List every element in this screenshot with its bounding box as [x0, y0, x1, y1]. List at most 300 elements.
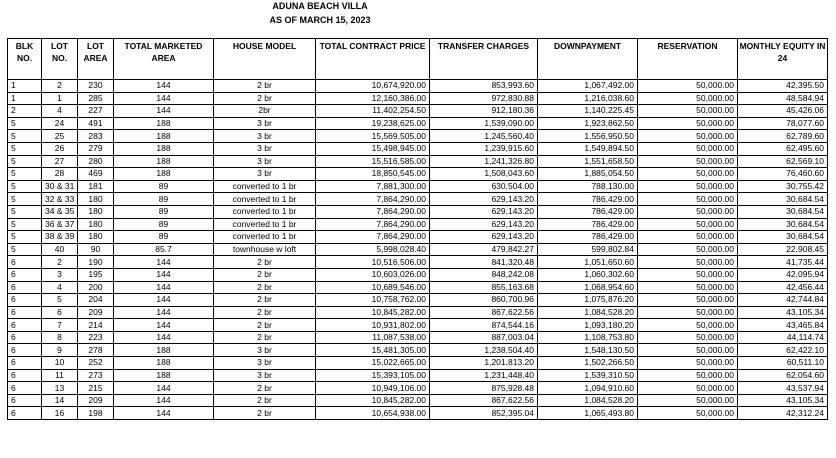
cell-transfer-charges: 1,245,560.40 — [430, 130, 538, 143]
cell-lot-area: 200 — [78, 281, 114, 294]
cell-marketed-area: 144 — [114, 306, 214, 319]
cell-contract-price: 7,864,290.00 — [316, 193, 430, 206]
cell-contract-price: 11,087,538.00 — [316, 331, 430, 344]
cell-lot: 2 — [42, 80, 78, 93]
cell-contract-price: 10,689,546.00 — [316, 281, 430, 294]
cell-downpayment: 786,429.00 — [538, 218, 638, 231]
cell-reservation: 50,000.00 — [638, 319, 738, 332]
table-row — [8, 256, 828, 269]
cell-transfer-charges: 852,395.04 — [430, 407, 538, 420]
cell-marketed-area: 188 — [114, 344, 214, 357]
cell-reservation: 50,000.00 — [638, 256, 738, 269]
cell-monthly-equity: 41,735.44 — [738, 256, 828, 269]
table-row — [8, 155, 828, 168]
cell-blk: 5 — [8, 130, 42, 143]
cell-lot: 1 — [42, 92, 78, 105]
cell-blk: 6 — [8, 268, 42, 281]
cell-lot: 4 — [42, 281, 78, 294]
cell-house-model: 3 br — [214, 168, 316, 181]
cell-lot: 6 — [42, 306, 78, 319]
cell-lot-area: 214 — [78, 319, 114, 332]
cell-reservation: 50,000.00 — [638, 193, 738, 206]
cell-lot-area: 209 — [78, 394, 114, 407]
cell-blk: 5 — [8, 142, 42, 155]
cell-marketed-area: 144 — [114, 105, 214, 118]
cell-contract-price: 10,845,282.00 — [316, 306, 430, 319]
cell-transfer-charges: 1,539,090.00 — [430, 117, 538, 130]
cell-marketed-area: 188 — [114, 369, 214, 382]
cell-lot: 4 — [42, 105, 78, 118]
cell-transfer-charges: 875,928.48 — [430, 382, 538, 395]
table-row — [8, 357, 828, 370]
cell-house-model: converted to 1 br — [214, 231, 316, 244]
cell-contract-price: 15,498,945.00 — [316, 142, 430, 155]
cell-contract-price: 5,998,028.40 — [316, 243, 430, 256]
cell-blk: 6 — [8, 294, 42, 307]
cell-downpayment: 1,093,180.20 — [538, 319, 638, 332]
table-row — [8, 344, 828, 357]
cell-marketed-area: 89 — [114, 180, 214, 193]
cell-reservation: 50,000.00 — [638, 218, 738, 231]
cell-contract-price: 12,160,386.00 — [316, 92, 430, 105]
cell-contract-price: 7,864,290.00 — [316, 205, 430, 218]
cell-contract-price: 7,864,290.00 — [316, 218, 430, 231]
cell-house-model: 2 br — [214, 407, 316, 420]
cell-house-model: 2 br — [214, 92, 316, 105]
table-row — [8, 268, 828, 281]
cell-lot: 3 — [42, 268, 78, 281]
cell-blk: 1 — [8, 92, 42, 105]
cell-marketed-area: 144 — [114, 294, 214, 307]
cell-monthly-equity: 78,077.60 — [738, 117, 828, 130]
cell-lot-area: 285 — [78, 92, 114, 105]
cell-blk: 5 — [8, 193, 42, 206]
cell-house-model: 2 br — [214, 331, 316, 344]
cell-reservation: 50,000.00 — [638, 231, 738, 244]
cell-contract-price: 18,850,545.00 — [316, 168, 430, 181]
cell-transfer-charges: 860,700.96 — [430, 294, 538, 307]
cell-house-model: 3 br — [214, 357, 316, 370]
cell-house-model: 2 br — [214, 268, 316, 281]
cell-reservation: 50,000.00 — [638, 180, 738, 193]
cell-monthly-equity: 48,584.94 — [738, 92, 828, 105]
cell-marketed-area: 89 — [114, 218, 214, 231]
cell-blk: 6 — [8, 369, 42, 382]
cell-reservation: 50,000.00 — [638, 306, 738, 319]
cell-downpayment: 1,551,658.50 — [538, 155, 638, 168]
cell-reservation: 50,000.00 — [638, 268, 738, 281]
table-row — [8, 382, 828, 395]
cell-reservation: 50,000.00 — [638, 205, 738, 218]
cell-lot-area: 280 — [78, 155, 114, 168]
table-row — [8, 105, 828, 118]
cell-downpayment: 786,429.00 — [538, 205, 638, 218]
cell-downpayment: 1,108,753.80 — [538, 331, 638, 344]
cell-house-model: 3 br — [214, 130, 316, 143]
cell-lot: 27 — [42, 155, 78, 168]
cell-contract-price: 15,022,665.00 — [316, 357, 430, 370]
cell-marketed-area: 188 — [114, 357, 214, 370]
cell-transfer-charges: 841,320.48 — [430, 256, 538, 269]
cell-monthly-equity: 42,312.24 — [738, 407, 828, 420]
cell-reservation: 50,000.00 — [638, 142, 738, 155]
cell-lot: 40 — [42, 243, 78, 256]
cell-lot: 30 & 31 — [42, 180, 78, 193]
cell-reservation: 50,000.00 — [638, 168, 738, 181]
cell-reservation: 50,000.00 — [638, 294, 738, 307]
cell-reservation: 50,000.00 — [638, 130, 738, 143]
col-header-contract-price: TOTAL CONTRACT PRICE — [316, 39, 430, 80]
cell-reservation: 50,000.00 — [638, 80, 738, 93]
table-row — [8, 369, 828, 382]
cell-contract-price: 7,881,300.00 — [316, 180, 430, 193]
cell-reservation: 50,000.00 — [638, 155, 738, 168]
cell-house-model: 2 br — [214, 281, 316, 294]
cell-downpayment: 1,067,492.00 — [538, 80, 638, 93]
table-row — [8, 394, 828, 407]
cell-downpayment: 786,429.00 — [538, 193, 638, 206]
col-header-transfer-charges: TRANSFER CHARGES — [430, 39, 538, 80]
cell-contract-price: 15,393,105.00 — [316, 369, 430, 382]
cell-monthly-equity: 43,105.34 — [738, 306, 828, 319]
table-row — [8, 331, 828, 344]
cell-monthly-equity: 42,456.44 — [738, 281, 828, 294]
cell-monthly-equity: 30,755.42 — [738, 180, 828, 193]
col-header-monthly-equity: MONTHLY EQUITY IN 24 — [738, 39, 828, 80]
table-row — [8, 117, 828, 130]
cell-house-model: 2 br — [214, 394, 316, 407]
col-header-house-model: HOUSE MODEL — [214, 39, 316, 80]
cell-house-model: 2 br — [214, 256, 316, 269]
cell-lot-area: 190 — [78, 256, 114, 269]
cell-downpayment: 1,084,528.20 — [538, 394, 638, 407]
cell-blk: 5 — [8, 168, 42, 181]
cell-contract-price: 11,402,254.50 — [316, 105, 430, 118]
cell-monthly-equity: 30,684.54 — [738, 231, 828, 244]
cell-house-model: 3 br — [214, 142, 316, 155]
cell-monthly-equity: 76,460.60 — [738, 168, 828, 181]
cell-lot: 5 — [42, 294, 78, 307]
cell-contract-price: 10,674,920.00 — [316, 80, 430, 93]
cell-transfer-charges: 629,143.20 — [430, 205, 538, 218]
cell-transfer-charges: 855,163.68 — [430, 281, 538, 294]
cell-downpayment: 599,802.84 — [538, 243, 638, 256]
cell-blk: 6 — [8, 344, 42, 357]
cell-monthly-equity: 22,908.45 — [738, 243, 828, 256]
cell-lot: 24 — [42, 117, 78, 130]
cell-lot: 28 — [42, 168, 78, 181]
cell-lot: 9 — [42, 344, 78, 357]
cell-monthly-equity: 43,105.34 — [738, 394, 828, 407]
cell-lot: 36 & 37 — [42, 218, 78, 231]
cell-marketed-area: 188 — [114, 168, 214, 181]
cell-reservation: 50,000.00 — [638, 117, 738, 130]
cell-blk: 5 — [8, 231, 42, 244]
cell-downpayment: 1,084,528.20 — [538, 306, 638, 319]
cell-downpayment: 1,923,862.50 — [538, 117, 638, 130]
cell-marketed-area: 144 — [114, 281, 214, 294]
cell-marketed-area: 188 — [114, 130, 214, 143]
cell-blk: 5 — [8, 218, 42, 231]
cell-lot-area: 195 — [78, 268, 114, 281]
cell-lot-area: 273 — [78, 369, 114, 382]
cell-reservation: 50,000.00 — [638, 357, 738, 370]
cell-lot: 16 — [42, 407, 78, 420]
cell-downpayment: 1,556,950.50 — [538, 130, 638, 143]
cell-blk: 6 — [8, 382, 42, 395]
cell-monthly-equity: 62,495.60 — [738, 142, 828, 155]
cell-house-model: converted to 1 br — [214, 180, 316, 193]
cell-house-model: converted to 1 br — [214, 205, 316, 218]
cell-transfer-charges: 887,003.04 — [430, 331, 538, 344]
cell-monthly-equity: 44,114.74 — [738, 331, 828, 344]
cell-marketed-area: 144 — [114, 331, 214, 344]
cell-reservation: 50,000.00 — [638, 369, 738, 382]
cell-transfer-charges: 972,830.88 — [430, 92, 538, 105]
table-row — [8, 281, 828, 294]
cell-lot-area: 283 — [78, 130, 114, 143]
cell-lot-area: 252 — [78, 357, 114, 370]
table-row — [8, 294, 828, 307]
cell-reservation: 50,000.00 — [638, 382, 738, 395]
cell-transfer-charges: 630,504.00 — [430, 180, 538, 193]
table-row — [8, 193, 828, 206]
cell-contract-price: 10,603,026.00 — [316, 268, 430, 281]
cell-monthly-equity: 30,684.54 — [738, 193, 828, 206]
cell-lot-area: 180 — [78, 193, 114, 206]
cell-contract-price: 19,238,625.00 — [316, 117, 430, 130]
cell-lot-area: 469 — [78, 168, 114, 181]
cell-marketed-area: 144 — [114, 80, 214, 93]
cell-downpayment: 1,549,894.50 — [538, 142, 638, 155]
cell-transfer-charges: 867,622.56 — [430, 306, 538, 319]
col-header-downpayment: DOWNPAYMENT — [538, 39, 638, 80]
cell-blk: 2 — [8, 105, 42, 118]
cell-house-model: 3 br — [214, 155, 316, 168]
cell-transfer-charges: 1,231,448.40 — [430, 369, 538, 382]
cell-contract-price: 10,931,802.00 — [316, 319, 430, 332]
cell-house-model: 3 br — [214, 344, 316, 357]
cell-lot-area: 279 — [78, 142, 114, 155]
cell-reservation: 50,000.00 — [638, 394, 738, 407]
cell-lot: 26 — [42, 142, 78, 155]
col-header-marketed-area: TOTAL MARKETED AREA — [114, 39, 214, 80]
cell-transfer-charges: 1,239,915.60 — [430, 142, 538, 155]
cell-transfer-charges: 479,842.27 — [430, 243, 538, 256]
cell-downpayment: 1,065,493.80 — [538, 407, 638, 420]
cell-transfer-charges: 867,622.56 — [430, 394, 538, 407]
cell-lot-area: 209 — [78, 306, 114, 319]
cell-lot-area: 491 — [78, 117, 114, 130]
cell-marketed-area: 144 — [114, 382, 214, 395]
cell-transfer-charges: 1,238,504.40 — [430, 344, 538, 357]
cell-lot-area: 227 — [78, 105, 114, 118]
cell-contract-price: 10,949,106.00 — [316, 382, 430, 395]
cell-house-model: converted to 1 br — [214, 218, 316, 231]
cell-contract-price: 10,654,938.00 — [316, 407, 430, 420]
cell-contract-price: 15,481,305.00 — [316, 344, 430, 357]
cell-marketed-area: 144 — [114, 92, 214, 105]
cell-reservation: 50,000.00 — [638, 243, 738, 256]
table-row — [8, 319, 828, 332]
cell-lot: 14 — [42, 394, 78, 407]
price-list-table — [7, 38, 828, 420]
cell-transfer-charges: 1,241,326.80 — [430, 155, 538, 168]
cell-downpayment: 1,502,266.50 — [538, 357, 638, 370]
cell-transfer-charges: 912,180.36 — [430, 105, 538, 118]
cell-monthly-equity: 42,095.94 — [738, 268, 828, 281]
cell-blk: 6 — [8, 331, 42, 344]
table-row — [8, 130, 828, 143]
cell-contract-price: 15,569,505.00 — [316, 130, 430, 143]
table-row — [8, 407, 828, 420]
cell-reservation: 50,000.00 — [638, 407, 738, 420]
cell-lot-area: 204 — [78, 294, 114, 307]
cell-downpayment: 1,140,225.45 — [538, 105, 638, 118]
cell-lot-area: 223 — [78, 331, 114, 344]
table-row — [8, 180, 828, 193]
cell-monthly-equity: 43,465.84 — [738, 319, 828, 332]
cell-lot-area: 180 — [78, 218, 114, 231]
cell-monthly-equity: 43,537.94 — [738, 382, 828, 395]
cell-transfer-charges: 1,508,043.60 — [430, 168, 538, 181]
cell-lot-area: 198 — [78, 407, 114, 420]
cell-downpayment: 788,130.00 — [538, 180, 638, 193]
cell-lot: 38 & 39 — [42, 231, 78, 244]
cell-lot-area: 215 — [78, 382, 114, 395]
cell-marketed-area: 144 — [114, 407, 214, 420]
cell-transfer-charges: 853,993.60 — [430, 80, 538, 93]
cell-house-model: 2 br — [214, 382, 316, 395]
cell-lot-area: 90 — [78, 243, 114, 256]
cell-blk: 6 — [8, 319, 42, 332]
cell-marketed-area: 188 — [114, 142, 214, 155]
cell-marketed-area: 144 — [114, 268, 214, 281]
cell-downpayment: 1,885,054.50 — [538, 168, 638, 181]
cell-house-model: 3 br — [214, 117, 316, 130]
cell-contract-price: 7,864,290.00 — [316, 231, 430, 244]
cell-reservation: 50,000.00 — [638, 281, 738, 294]
cell-lot-area: 180 — [78, 205, 114, 218]
cell-transfer-charges: 848,242.08 — [430, 268, 538, 281]
cell-downpayment: 786,429.00 — [538, 231, 638, 244]
cell-marketed-area: 89 — [114, 231, 214, 244]
cell-house-model: 2 br — [214, 306, 316, 319]
cell-downpayment: 1,068,954.60 — [538, 281, 638, 294]
cell-downpayment: 1,548,130.50 — [538, 344, 638, 357]
cell-contract-price: 10,516,506.00 — [316, 256, 430, 269]
table-row — [8, 231, 828, 244]
cell-marketed-area: 85.7 — [114, 243, 214, 256]
cell-blk: 6 — [8, 306, 42, 319]
cell-reservation: 50,000.00 — [638, 331, 738, 344]
cell-transfer-charges: 629,143.20 — [430, 193, 538, 206]
cell-marketed-area: 144 — [114, 256, 214, 269]
cell-downpayment: 1,094,910.60 — [538, 382, 638, 395]
cell-lot: 25 — [42, 130, 78, 143]
cell-lot-area: 181 — [78, 180, 114, 193]
cell-monthly-equity: 62,422.10 — [738, 344, 828, 357]
cell-blk: 6 — [8, 394, 42, 407]
cell-transfer-charges: 874,544.16 — [430, 319, 538, 332]
cell-marketed-area: 188 — [114, 155, 214, 168]
cell-lot: 7 — [42, 319, 78, 332]
cell-lot: 10 — [42, 357, 78, 370]
cell-downpayment: 1,051,650.60 — [538, 256, 638, 269]
cell-lot-area: 180 — [78, 231, 114, 244]
table-row — [8, 218, 828, 231]
cell-downpayment: 1,216,038.60 — [538, 92, 638, 105]
cell-monthly-equity: 30,684.54 — [738, 205, 828, 218]
cell-blk: 6 — [8, 256, 42, 269]
table-row — [8, 80, 828, 93]
cell-blk: 5 — [8, 243, 42, 256]
report-date: AS OF MARCH 15, 2023 — [269, 15, 371, 25]
cell-contract-price: 15,516,585.00 — [316, 155, 430, 168]
cell-marketed-area: 144 — [114, 394, 214, 407]
cell-blk: 6 — [8, 281, 42, 294]
cell-monthly-equity: 42,395.50 — [738, 80, 828, 93]
cell-house-model: 2 br — [214, 294, 316, 307]
cell-reservation: 50,000.00 — [638, 344, 738, 357]
table-row — [8, 205, 828, 218]
cell-blk: 6 — [8, 357, 42, 370]
cell-blk: 5 — [8, 117, 42, 130]
cell-house-model: townhouse w loft — [214, 243, 316, 256]
cell-house-model: 3 br — [214, 369, 316, 382]
cell-reservation: 50,000.00 — [638, 92, 738, 105]
col-header-lot: LOT NO. — [42, 39, 78, 80]
cell-lot-area: 278 — [78, 344, 114, 357]
cell-monthly-equity: 62,789.60 — [738, 130, 828, 143]
table-row — [8, 243, 828, 256]
cell-contract-price: 10,845,282.00 — [316, 394, 430, 407]
col-header-blk: BLK NO. — [8, 39, 42, 80]
table-row — [8, 142, 828, 155]
cell-lot: 8 — [42, 331, 78, 344]
cell-house-model: 2 br — [214, 80, 316, 93]
cell-transfer-charges: 1,201,813.20 — [430, 357, 538, 370]
cell-house-model: converted to 1 br — [214, 193, 316, 206]
cell-transfer-charges: 629,143.20 — [430, 231, 538, 244]
cell-marketed-area: 89 — [114, 205, 214, 218]
cell-monthly-equity: 30,684.54 — [738, 218, 828, 231]
cell-house-model: 2 br — [214, 319, 316, 332]
cell-contract-price: 10,758,762.00 — [316, 294, 430, 307]
cell-lot: 2 — [42, 256, 78, 269]
cell-downpayment: 1,060,302.60 — [538, 268, 638, 281]
col-header-lot-area: LOT AREA — [78, 39, 114, 80]
cell-blk: 5 — [8, 180, 42, 193]
cell-marketed-area: 89 — [114, 193, 214, 206]
cell-blk: 5 — [8, 205, 42, 218]
cell-monthly-equity: 42,744.84 — [738, 294, 828, 307]
table-row — [8, 306, 828, 319]
cell-downpayment: 1,539,310.50 — [538, 369, 638, 382]
cell-house-model: 2br — [214, 105, 316, 118]
cell-blk: 5 — [8, 155, 42, 168]
header-row — [8, 39, 828, 80]
table-row — [8, 92, 828, 105]
col-header-reservation: RESERVATION — [638, 39, 738, 80]
cell-monthly-equity: 60,511.10 — [738, 357, 828, 370]
table-row — [8, 168, 828, 181]
cell-downpayment: 1,075,876.20 — [538, 294, 638, 307]
cell-marketed-area: 144 — [114, 319, 214, 332]
cell-lot: 11 — [42, 369, 78, 382]
cell-lot: 13 — [42, 382, 78, 395]
cell-lot: 32 & 33 — [42, 193, 78, 206]
